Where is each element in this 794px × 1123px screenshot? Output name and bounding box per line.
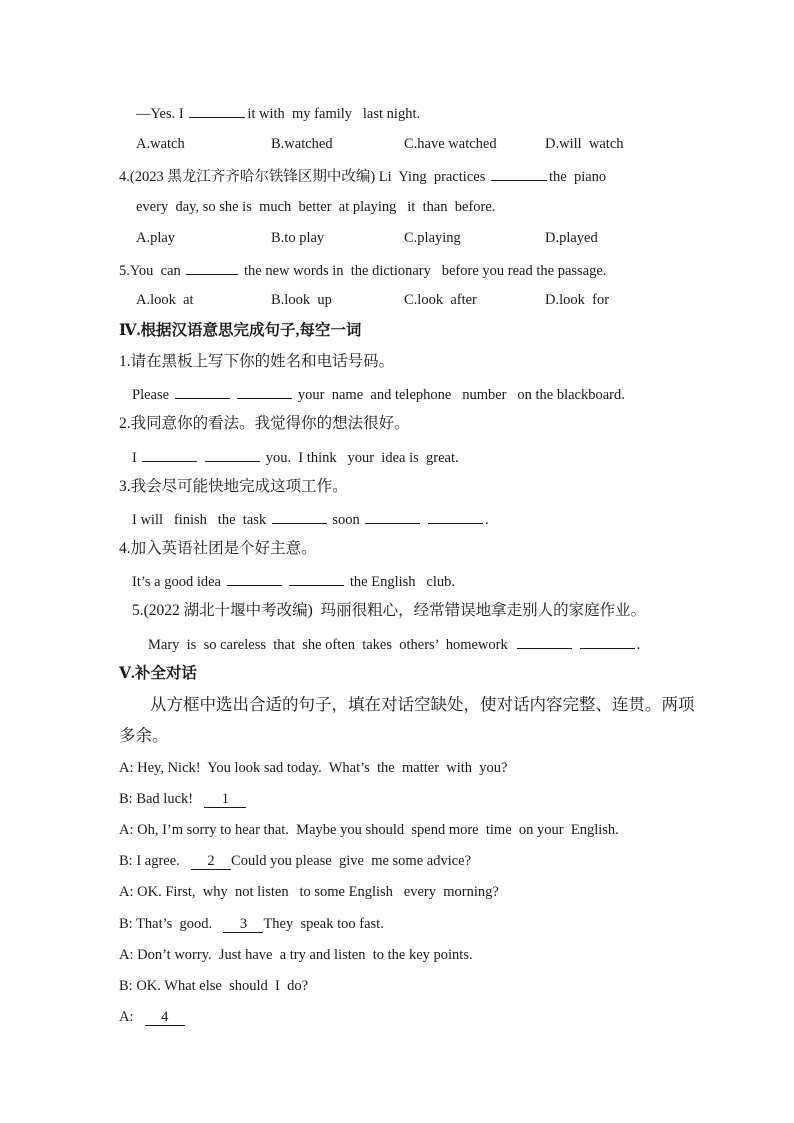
- section-5-instruction-cont: 多余。: [119, 726, 169, 745]
- dialogue-line: A: Don’t worry. Just have a try and listen to the key points.: [119, 947, 473, 963]
- answer-blank[interactable]: [517, 634, 572, 649]
- q4-option-b[interactable]: B.to play: [271, 230, 325, 246]
- q5-option-a[interactable]: A.look at: [136, 292, 194, 308]
- q4-option-a[interactable]: A.play: [136, 230, 176, 246]
- dialogue-blank-2[interactable]: 2: [191, 852, 231, 870]
- q4-stem-cont: every day, so she is much better at playing it than before.: [136, 199, 496, 215]
- dialogue-blank-3[interactable]: 3: [223, 915, 263, 933]
- answer-blank[interactable]: [272, 509, 327, 524]
- q3-stem: —Yes. I it with my family last night.: [136, 103, 420, 123]
- s4-item-4-cn: 4.加入英语社团是个好主意。: [119, 540, 317, 557]
- s4-item-1-en: Please your name and telephone number on the blackboard.: [132, 384, 625, 404]
- dialogue-line: B: OK. What else should I do?: [119, 978, 309, 994]
- q5-option-d[interactable]: D.look for: [545, 292, 610, 308]
- q5-option-b[interactable]: B.look up: [271, 292, 332, 308]
- dialogue-line: A: OK. First, why not listen to some English every morning?: [119, 884, 499, 900]
- dialogue-line: A: Oh, I’m sorry to hear that. Maybe you should spend more time on your English.: [119, 822, 619, 838]
- s4-item-2-cn: 2.我同意你的看法。我觉得你的想法很好。: [119, 415, 410, 432]
- q3-option-a[interactable]: A.watch: [136, 136, 185, 152]
- answer-blank[interactable]: [237, 384, 292, 399]
- dialogue-line: A: 4: [119, 1008, 189, 1026]
- answer-blank[interactable]: [175, 384, 230, 399]
- dialogue-blank-1[interactable]: 1: [204, 790, 246, 808]
- dialogue-line: B: Bad luck! 1: [119, 790, 250, 808]
- answer-blank[interactable]: [289, 571, 344, 586]
- answer-blank[interactable]: [580, 634, 635, 649]
- q5-stem: 5.You can the new words in the dictionary before you read the passage.: [119, 260, 606, 280]
- q4-stem: 4.(2023 黑龙江齐齐哈尔铁锋区期中改编) Li Ying practices the piano: [119, 166, 606, 186]
- answer-blank[interactable]: [142, 447, 197, 462]
- answer-blank[interactable]: [205, 447, 260, 462]
- dialogue-line: B: I agree. 2 Could you please give me some advice?: [119, 853, 472, 869]
- s4-item-3-en: I will finish the task soon .: [132, 509, 489, 529]
- dialogue-blank-4[interactable]: 4: [145, 1008, 185, 1026]
- q5-option-c[interactable]: C.look after: [404, 292, 477, 308]
- answer-blank[interactable]: [365, 509, 420, 524]
- q3-option-c[interactable]: C.have watched: [404, 136, 497, 152]
- s4-item-1-cn: 1.请在黑板上写下你的姓名和电话号码。: [119, 353, 395, 370]
- section-4-title: Ⅳ.根据汉语意思完成句子,每空一词: [119, 322, 362, 339]
- section-5-instruction: 从方框中选出合适的句子，填在对话空缺处，使对话内容完整、连贯。两项: [150, 695, 695, 714]
- s4-item-5-en: Mary is so careless that she often takes others’ homework .: [148, 634, 640, 654]
- answer-blank[interactable]: [491, 166, 547, 181]
- s4-item-2-en: I you. I think your idea is great.: [132, 447, 459, 467]
- s4-item-5-cn: 5.(2022 湖北十堰中考改编) 玛丽很粗心，经常错误地拿走别人的家庭作业。: [132, 602, 647, 619]
- s4-item-4-en: It’s a good idea the English club.: [132, 571, 455, 591]
- section-5-title: Ⅴ.补全对话: [119, 665, 197, 682]
- dialogue-line: B: That’s good. 3 They speak too fast.: [119, 916, 384, 932]
- answer-blank[interactable]: [428, 509, 483, 524]
- q4-option-c[interactable]: C.playing: [404, 230, 461, 246]
- q3-option-d[interactable]: D.will watch: [545, 136, 624, 152]
- answer-blank[interactable]: [186, 260, 238, 275]
- q3-option-b[interactable]: B.watched: [271, 136, 333, 152]
- s4-item-3-cn: 3.我会尽可能快地完成这项工作。: [119, 478, 348, 495]
- answer-blank[interactable]: [189, 103, 245, 118]
- q4-option-d[interactable]: D.played: [545, 230, 598, 246]
- dialogue-line: A: Hey, Nick! You look sad today. What’s the matter with you?: [119, 760, 508, 776]
- answer-blank[interactable]: [227, 571, 282, 586]
